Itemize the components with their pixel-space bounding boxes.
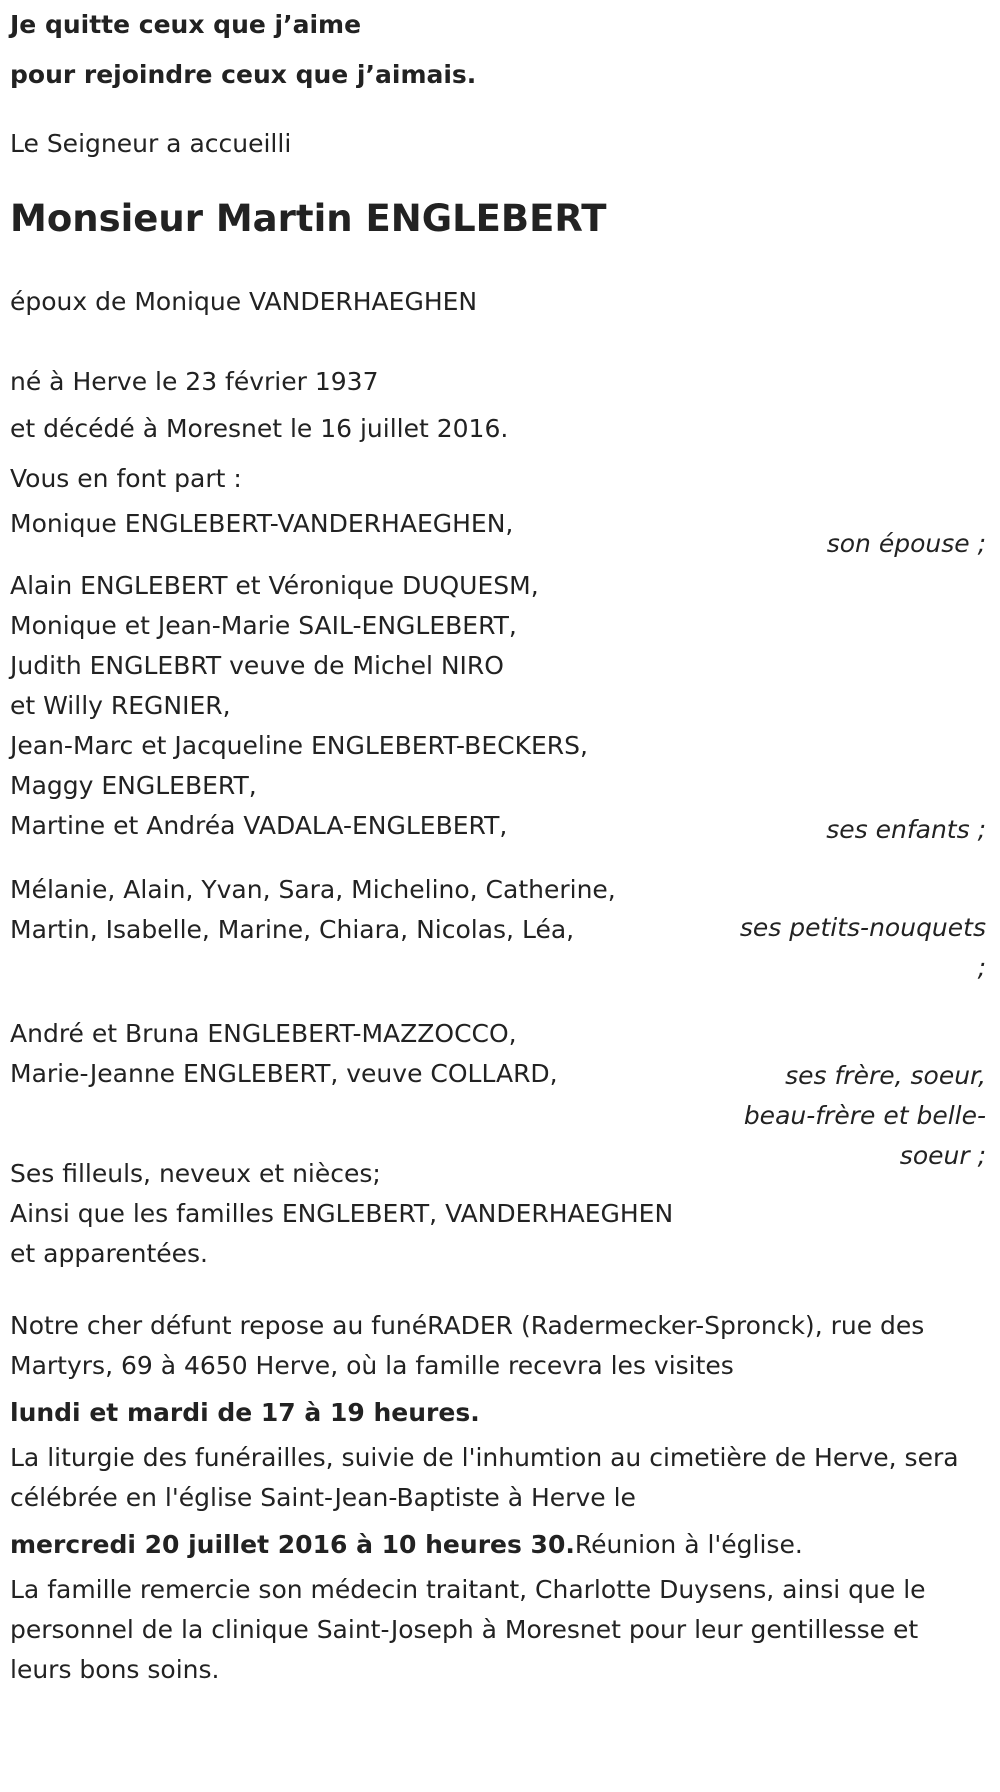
announce-line: Vous en font part : bbox=[10, 464, 242, 493]
funeral-date: mercredi 20 juillet 2016 à 10 heures 30. bbox=[10, 1530, 575, 1559]
relation-label: son épouse ; bbox=[826, 529, 986, 558]
other-relatives-line: et apparentées. bbox=[10, 1239, 208, 1268]
death-line: et décédé à Moresnet le 16 juillet 2016. bbox=[10, 414, 509, 443]
family-name-line: Maggy ENGLEBERT, bbox=[10, 771, 257, 800]
other-relatives-line: Ainsi que les familles ENGLEBERT, VANDERHAEGHEN bbox=[10, 1199, 674, 1228]
spouse-line: époux de Monique VANDERHAEGHEN bbox=[10, 287, 478, 316]
family-name-line: Martin, Isabelle, Marine, Chiara, Nicolas, Léa, bbox=[10, 915, 575, 944]
family-name-line: Monique et Jean-Marie SAIL-ENGLEBERT, bbox=[10, 611, 517, 640]
funeral-reunion: Réunion à l'église. bbox=[574, 1530, 803, 1559]
intro-text: Le Seigneur a accueilli bbox=[10, 129, 292, 158]
epigraph-quote bbox=[10, 0, 986, 100]
deceased-name: Monsieur Martin ENGLEBERT bbox=[10, 197, 607, 240]
family-name-line: Mélanie, Alain, Yvan, Sara, Michelino, Catherine, bbox=[10, 875, 616, 904]
family-name-line: Martine et Andréa VADALA-ENGLEBERT, bbox=[10, 811, 508, 840]
family-group-children bbox=[10, 566, 986, 870]
wake-info: Notre cher défunt repose au funéRADER (Radermecker-Spronck), rue des Martyrs, 69 à 4650 Herve, où la famille recevra les visites bbox=[10, 1311, 925, 1380]
birth-line: né à Herve le 23 février 1937 bbox=[10, 367, 379, 396]
quote-line-1: Je quitte ceux que j’aime bbox=[10, 10, 362, 39]
wake-time: lundi et mardi de 17 à 19 heures. bbox=[10, 1398, 480, 1427]
liturgy-info: La liturgie des funérailles, suivie de l'inhumtion au cimetière de Herve, sera célébrée en l'église Saint-Jean-Baptiste à Herve le bbox=[10, 1443, 959, 1512]
family-group-siblings bbox=[10, 1014, 986, 1170]
other-relatives-line: Ses filleuls, neveux et nièces; bbox=[10, 1159, 381, 1188]
relation-label: ses enfants ; bbox=[826, 815, 986, 844]
family-name-line: Jean-Marc et Jacqueline ENGLEBERT-BECKERS, bbox=[10, 731, 588, 760]
relation-label: ses frère, soeur, beau-frère et belle-soeur ; bbox=[743, 1061, 986, 1170]
family-group-grandchildren bbox=[10, 870, 986, 1014]
family-name-line: et Willy REGNIER, bbox=[10, 691, 231, 720]
family-name-line: Marie-Jeanne ENGLEBERT, veuve COLLARD, bbox=[10, 1059, 558, 1088]
family-name-line: Judith ENGLEBRT veuve de Michel NIRO bbox=[10, 651, 504, 680]
relation-label: ses petits-nouquets ; bbox=[739, 913, 986, 982]
family-group-spouse bbox=[10, 504, 986, 566]
thanks-text: La famille remercie son médecin traitant, Charlotte Duysens, ainsi que le personnel de la clinique Saint-Joseph à Moresnet pour leur gentillesse et leurs bons soins. bbox=[10, 1575, 926, 1684]
family-name-line: Alain ENGLEBERT et Véronique DUQUESM, bbox=[10, 571, 539, 600]
funeral-line bbox=[10, 1520, 986, 1570]
family-name-line: André et Bruna ENGLEBERT-MAZZOCCO, bbox=[10, 1019, 517, 1048]
quote-line-2: pour rejoindre ceux que j’aimais. bbox=[10, 60, 477, 89]
family-name-line: Monique ENGLEBERT-VANDERHAEGHEN, bbox=[10, 509, 514, 538]
